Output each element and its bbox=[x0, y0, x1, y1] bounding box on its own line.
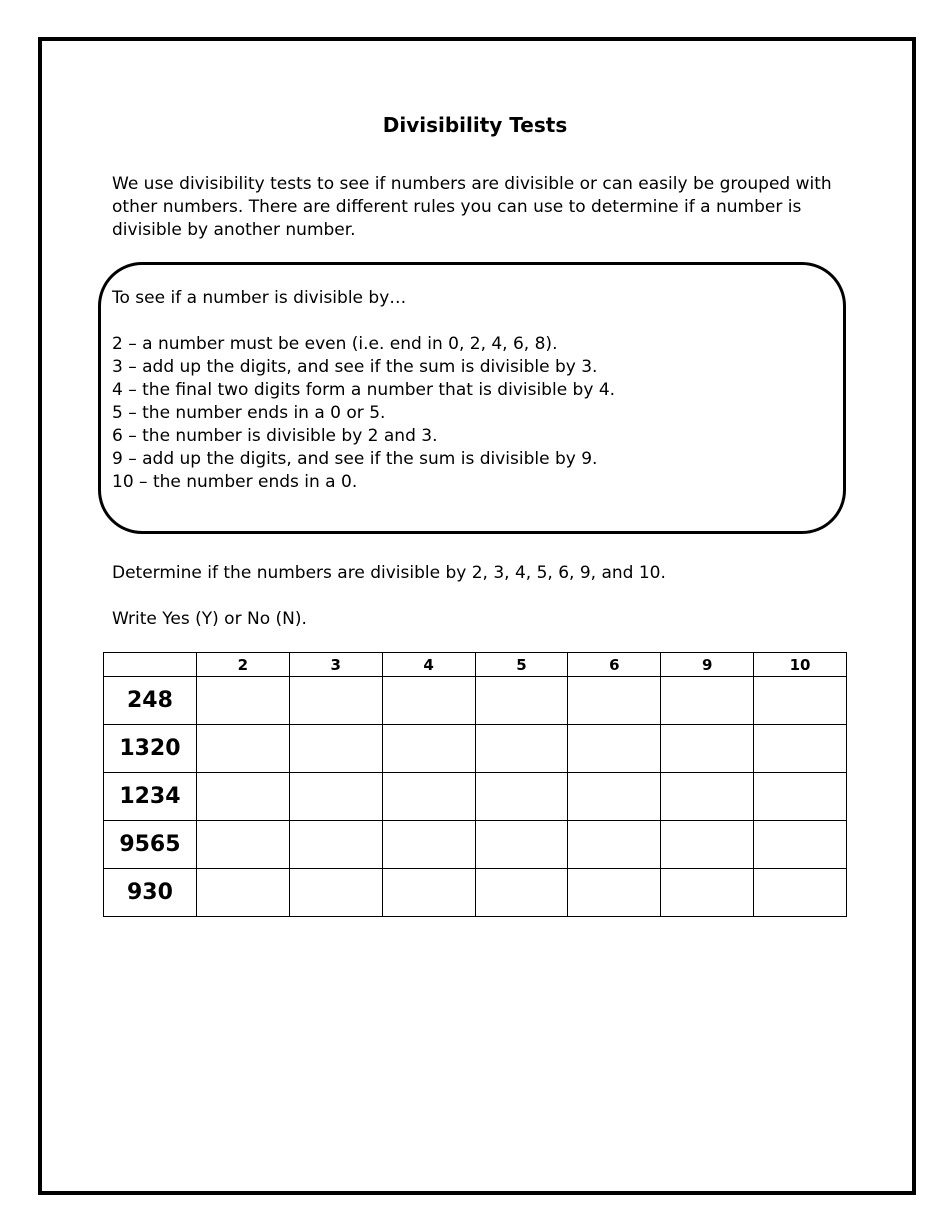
answer-cell[interactable] bbox=[289, 725, 382, 773]
number-label: 1234 bbox=[104, 773, 197, 821]
divisor-header-2: 2 bbox=[196, 653, 289, 677]
answer-cell[interactable] bbox=[661, 821, 754, 869]
number-label: 248 bbox=[104, 677, 197, 725]
answer-cell[interactable] bbox=[196, 821, 289, 869]
answer-cell[interactable] bbox=[475, 821, 568, 869]
answer-cell[interactable] bbox=[661, 677, 754, 725]
answer-cell[interactable] bbox=[475, 869, 568, 917]
divisor-header-6: 6 bbox=[568, 653, 661, 677]
divisor-header-5: 5 bbox=[475, 653, 568, 677]
rules-intro: To see if a number is divisible by… bbox=[112, 288, 407, 308]
divisor-header-10: 10 bbox=[754, 653, 847, 677]
rule-item-2: 2 – a number must be even (i.e. end in 0, 2, 4, 6, 8). bbox=[112, 334, 558, 354]
answer-cell[interactable] bbox=[475, 677, 568, 725]
answer-table bbox=[103, 652, 847, 917]
answer-cell[interactable] bbox=[661, 773, 754, 821]
divisor-header-9: 9 bbox=[661, 653, 754, 677]
answer-cell[interactable] bbox=[196, 677, 289, 725]
answer-cell[interactable] bbox=[661, 869, 754, 917]
rule-item-3: 3 – add up the digits, and see if the sum is divisible by 3. bbox=[112, 357, 598, 377]
table-row bbox=[104, 725, 847, 773]
number-label: 930 bbox=[104, 869, 197, 917]
answer-cell[interactable] bbox=[754, 821, 847, 869]
answer-cell[interactable] bbox=[754, 773, 847, 821]
number-label: 9565 bbox=[104, 821, 197, 869]
number-label: 1320 bbox=[104, 725, 197, 773]
answer-cell[interactable] bbox=[382, 725, 475, 773]
answer-cell[interactable] bbox=[382, 773, 475, 821]
divisor-header-3: 3 bbox=[289, 653, 382, 677]
answer-cell[interactable] bbox=[382, 677, 475, 725]
page-title: Divisibility Tests bbox=[382, 113, 568, 137]
table-corner-cell bbox=[104, 653, 197, 677]
answer-cell[interactable] bbox=[289, 821, 382, 869]
intro-paragraph: We use divisibility tests to see if numbers are divisible or can easily be grouped with other numbers. There are different rules you can use to determine if a number is divisible by another number. bbox=[112, 174, 832, 240]
answer-cell[interactable] bbox=[382, 869, 475, 917]
rules-content bbox=[112, 287, 832, 494]
table-row bbox=[104, 869, 847, 917]
answer-cell[interactable] bbox=[568, 725, 661, 773]
answer-cell[interactable] bbox=[568, 677, 661, 725]
table-row bbox=[104, 821, 847, 869]
answer-cell[interactable] bbox=[196, 725, 289, 773]
answer-cell[interactable] bbox=[382, 821, 475, 869]
answer-cell[interactable] bbox=[475, 773, 568, 821]
instruction-write: Write Yes (Y) or No (N). bbox=[112, 609, 307, 629]
table-row bbox=[104, 677, 847, 725]
rule-item-5: 5 – the number ends in a 0 or 5. bbox=[112, 403, 386, 423]
answer-cell[interactable] bbox=[289, 869, 382, 917]
answer-cell[interactable] bbox=[568, 821, 661, 869]
answer-cell[interactable] bbox=[196, 869, 289, 917]
table-header-row bbox=[104, 653, 847, 677]
rule-item-10: 10 – the number ends in a 0. bbox=[112, 472, 358, 492]
rule-item-4: 4 – the final two digits form a number that is divisible by 4. bbox=[112, 380, 616, 400]
answer-cell[interactable] bbox=[754, 677, 847, 725]
rule-item-9: 9 – add up the digits, and see if the sum is divisible by 9. bbox=[112, 449, 598, 469]
answer-cell[interactable] bbox=[196, 773, 289, 821]
answer-cell[interactable] bbox=[289, 773, 382, 821]
answer-cell[interactable] bbox=[568, 869, 661, 917]
instruction-determine: Determine if the numbers are divisible by 2, 3, 4, 5, 6, 9, and 10. bbox=[112, 563, 666, 583]
rules-list bbox=[112, 333, 832, 494]
divisor-header-4: 4 bbox=[382, 653, 475, 677]
rule-item-6: 6 – the number is divisible by 2 and 3. bbox=[112, 426, 438, 446]
answer-cell[interactable] bbox=[289, 677, 382, 725]
answer-cell[interactable] bbox=[661, 725, 754, 773]
table-row bbox=[104, 773, 847, 821]
answer-cell[interactable] bbox=[754, 725, 847, 773]
answer-cell[interactable] bbox=[568, 773, 661, 821]
answer-cell[interactable] bbox=[754, 869, 847, 917]
answer-cell[interactable] bbox=[475, 725, 568, 773]
